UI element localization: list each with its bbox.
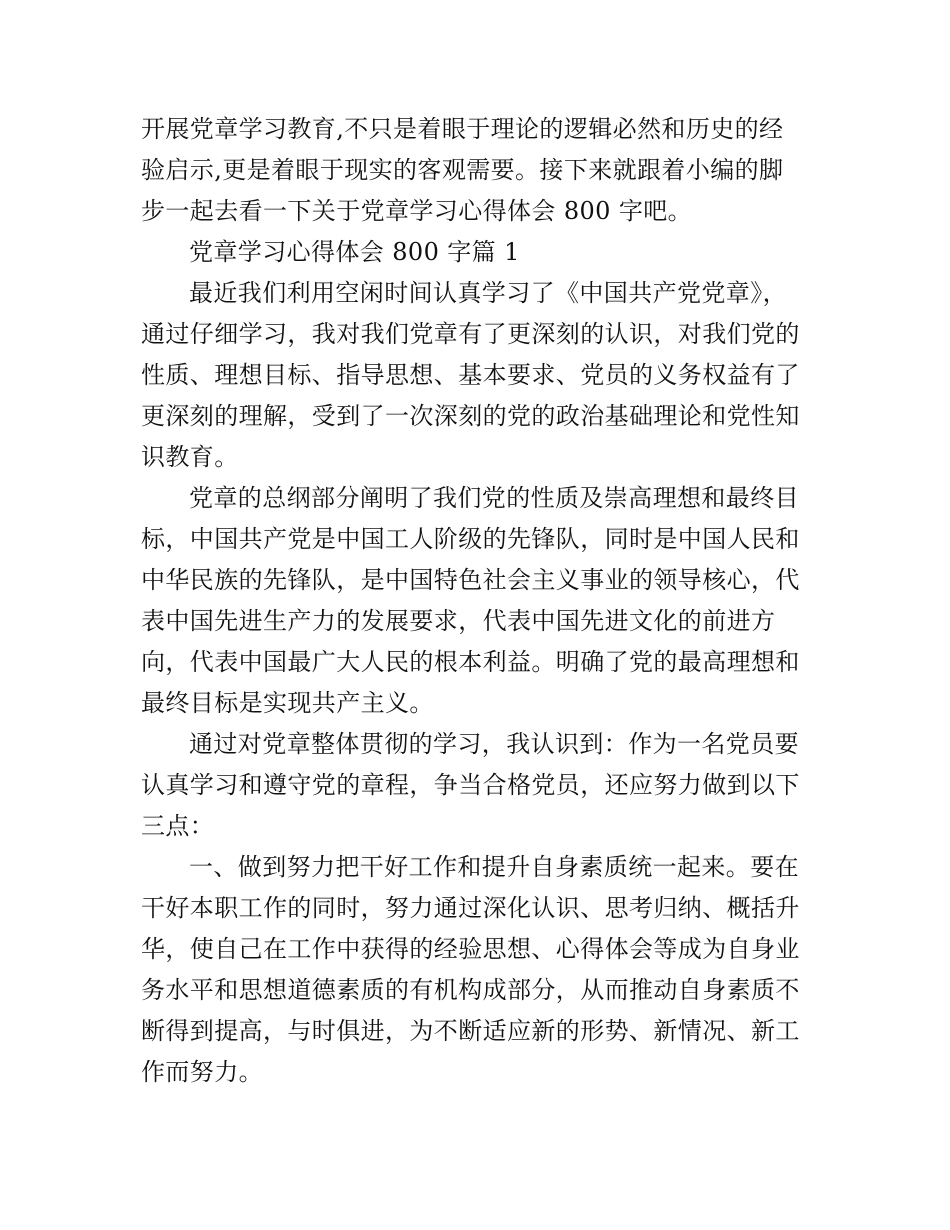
text-line: 表中国先进生产力的发展要求，代表中国先进文化的前进方 — [141, 607, 776, 635]
text-line: 最终目标是实现共产主义。 — [141, 689, 434, 717]
text-line: 党章学习心得体会 800 字篇 1 — [189, 238, 520, 266]
text-line: 党章的总纲部分阐明了我们党的性质及崇高理想和最终目 — [189, 484, 799, 512]
text-line: 华，使自己在工作中获得的经验思想、心得体会等成为自身业 — [141, 935, 800, 963]
text-line: 断得到提高，与时俱进，为不断适应新的形势、新情况、新工 — [141, 1017, 800, 1045]
document-body — [141, 109, 811, 1093]
text-line: 通过对党章整体贯彻的学习，我认识到：作为一名党员要 — [189, 730, 799, 758]
text-line: 验启示,更是着眼于现实的客观需要。接下来就跟着小编的脚 — [141, 156, 784, 184]
text-line: 通过仔细学习，我对我们党章有了更深刻的认识，对我们党的 — [141, 320, 800, 348]
text-line: 一、做到努力把干好工作和提升自身素质统一起来。要在 — [189, 853, 799, 881]
text-line: 向，代表中国最广大人民的根本利益。明确了党的最高理想和 — [141, 648, 800, 676]
text-line: 三点： — [141, 812, 215, 840]
text-line: 最近我们利用空闲时间认真学习了《中国共产党党章》， — [189, 279, 787, 307]
text-line: 更深刻的理解，受到了一次深刻的党的政治基础理论和党性知 — [141, 402, 800, 430]
text-line: 中华民族的先锋队，是中国特色社会主义事业的领导核心，代 — [141, 566, 800, 594]
text-line: 开展党章学习教育,不只是着眼于理论的逻辑必然和历史的经 — [141, 115, 784, 143]
text-line: 识教育。 — [141, 443, 239, 471]
text-line: 务水平和思想道德素质的有机构成部分，从而推动自身素质不 — [141, 976, 800, 1004]
text-line: 标，中国共产党是中国工人阶级的先锋队，同时是中国人民和 — [141, 525, 800, 553]
text-line: 性质、理想目标、指导思想、基本要求、党员的义务权益有了 — [141, 361, 800, 389]
text-line: 步一起去看一下关于党章学习心得体会 800 字吧。 — [141, 197, 693, 225]
text-line: 认真学习和遵守党的章程，争当合格党员，还应努力做到以下 — [141, 771, 800, 799]
text-line: 作而努力。 — [141, 1058, 263, 1086]
text-line: 干好本职工作的同时，努力通过深化认识、思考归纳、概括升 — [141, 894, 800, 922]
